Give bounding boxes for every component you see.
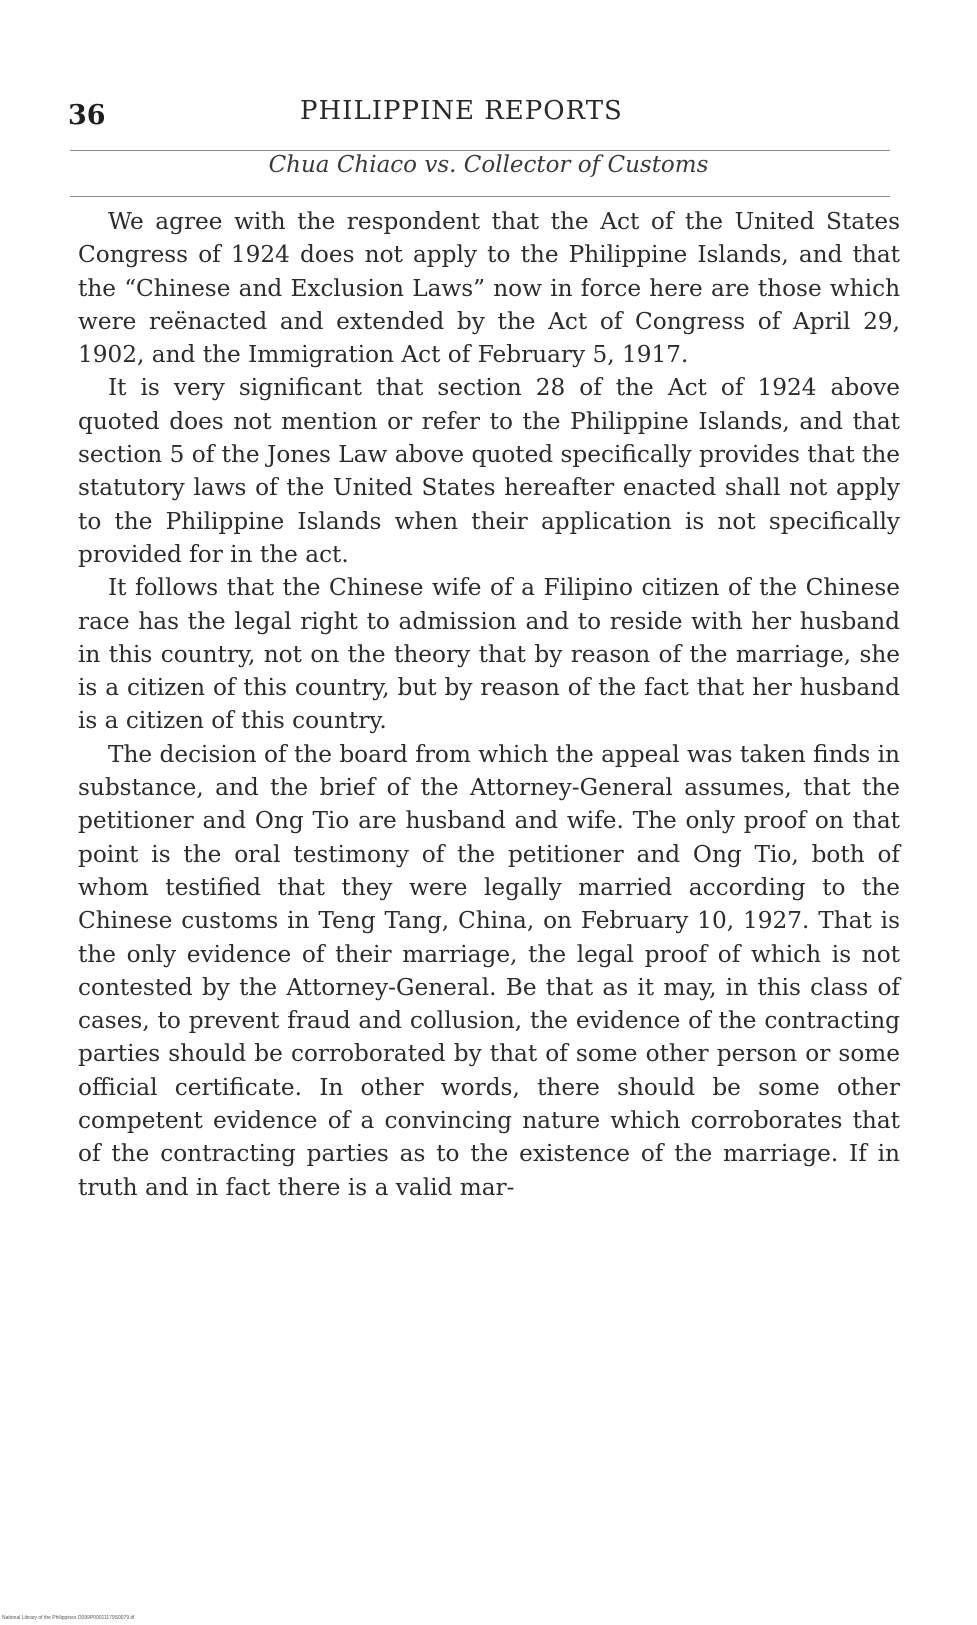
- paragraph: It is very significant that section 28 of the Act of 1924 above quoted does not mention or refer to the Philippine Islands, and that section 5 of the Jones Law above quoted specifically provides that the statutory laws of the United States hereafter enacted shall not apply to the Philippine Islands when their application is not specifically provided for in the act.: [78, 374, 900, 568]
- running-head: PHILIPPINE REPORTS: [300, 96, 623, 126]
- case-title: Chua Chiaco vs. Collector of Customs: [268, 152, 709, 178]
- paragraph: It follows that the Chinese wife of a Filipino citizen of the Chinese race has the legal right to admission and to reside with her husband in this country, not on the theory that by reason of the marriage, she is a citizen of this country, but by reason of the fact that her husband is a citizen of this country.: [78, 574, 900, 735]
- scan-credit: National Library of the Philippines D099P00011179S0079.tif: [2, 1615, 135, 1621]
- header-rule-bottom: [70, 196, 890, 197]
- paragraph: We agree with the respondent that the Act of the United States Congress of 1924 does not apply to the Philippine Islands, and that the “Chinese and Exclusion Laws” now in force here are those which were reënacted and extended by the Act of Congress of April 29, 1902, and the Immigration Act of February 5, 1917.: [78, 208, 900, 369]
- paragraph: The decision of the board from which the appeal was taken finds in substance, and the brief of the Attorney-General assumes, that the petitioner and Ong Tio are husband and wife. The only proof on that point is the oral testimony of the petitioner and Ong Tio, both of whom testified that they were legally married according to the Chinese customs in Teng Tang, China, on February 10, 1927. That is the only evidence of their marriage, the legal proof of which is not contested by the Attorney-General. Be that as it may, in this class of cases, to prevent fraud and collusion, the evidence of the contracting parties should be corroborated by that of some other person or some official certificate. In other words, there should be some other competent evidence of a convincing nature which corroborates that of the contracting parties as to the existence of the marriage. If in truth and in fact there is a valid mar-: [78, 740, 900, 1201]
- header-rule-top: [70, 150, 890, 151]
- page-number: 36: [68, 100, 106, 131]
- body-text: [78, 205, 900, 1204]
